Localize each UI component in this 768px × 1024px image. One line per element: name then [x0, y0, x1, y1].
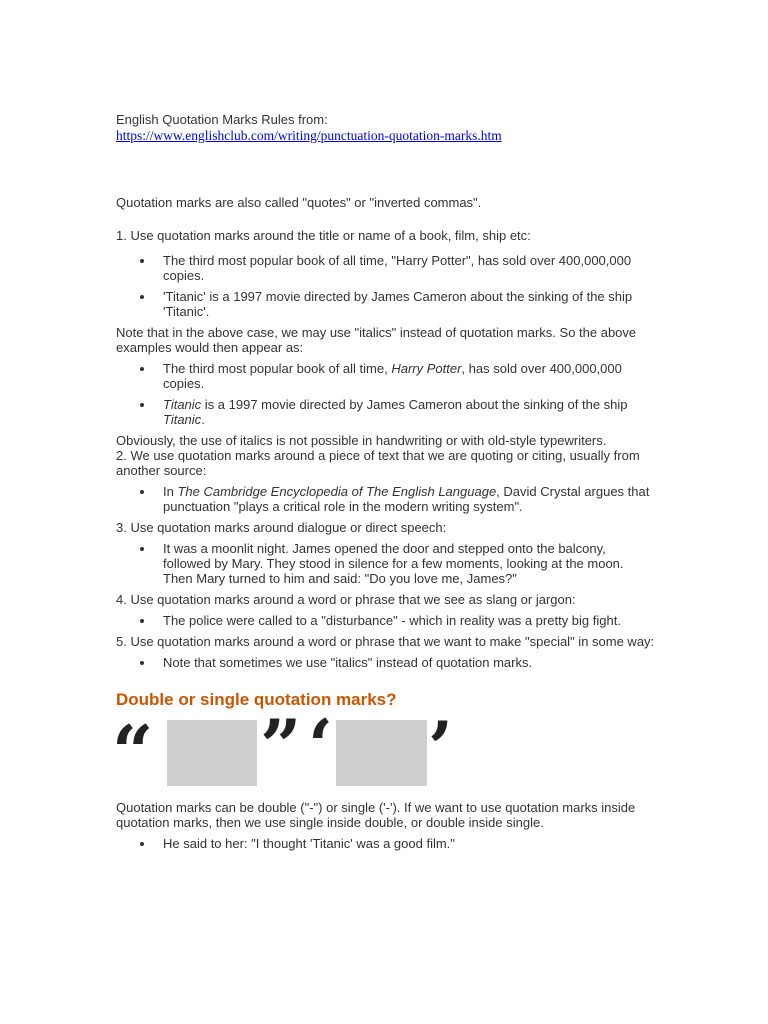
rule-2-list	[116, 484, 656, 514]
rule-5-list	[116, 655, 656, 670]
source-link[interactable]: https://www.englishclub.com/writing/punctuation-quotation-marks.htm	[116, 128, 502, 143]
text-span: , David Crystal argues that punctuation "plays a critical role in the modern writing system".	[163, 484, 650, 514]
text-span: The third most popular book of all time,	[163, 361, 392, 376]
list-item: 'Titanic' is a 1997 movie directed by James Cameron about the sinking of the ship 'Titanic'.	[116, 289, 656, 319]
list-item	[116, 484, 656, 514]
list-item	[116, 361, 656, 391]
rule-1-list	[116, 253, 656, 319]
list-item	[116, 397, 656, 427]
handwriting-note: Obviously, the use of italics is not possible in handwriting or with old-style typewriters.	[116, 433, 607, 448]
text-span: In	[163, 484, 178, 499]
italics-note: Note that in the above case, we may use "italics" instead of quotation marks. So the above examples would then appear as:	[116, 325, 637, 355]
rule-4-list	[116, 613, 656, 628]
text-span: is a 1997 movie directed by James Cameron about the sinking of the ship	[201, 397, 628, 412]
section-2-list	[116, 836, 656, 851]
rule-4-text: 4. Use quotation marks around a word or phrase that we see as slang or jargon:	[116, 592, 576, 607]
italic-examples-list	[116, 361, 656, 427]
list-item: It was a moonlit night. James opened the door and stepped onto the balcony, followed by Mary. They stood in silence for a few moments, looking at the moon. Then Mary turned to him and said: "Do you love me, James?"	[116, 541, 656, 586]
rule-2-text: 2. We use quotation marks around a piece of text that we are quoting or citing, usually from another source:	[116, 448, 640, 478]
open-single-quote-glyph: ‘	[308, 703, 334, 788]
document-body	[112, 112, 656, 851]
rule-3-text: 3. Use quotation marks around dialogue or direct speech:	[116, 520, 447, 535]
image-placeholder	[167, 720, 257, 786]
source-label: English Quotation Marks Rules from:	[116, 112, 328, 127]
intro-paragraph: Quotation marks are also called "quotes" or "inverted commas".	[116, 195, 482, 210]
italic-title: Titanic	[163, 412, 202, 427]
list-item: The police were called to a "disturbance" - which in reality was a pretty big fight.	[116, 613, 656, 628]
rule-1-text: 1. Use quotation marks around the title or name of a book, film, ship etc:	[116, 228, 531, 243]
close-double-quote-glyph: ”	[260, 703, 302, 788]
list-item: The third most popular book of all time, "Harry Potter", has sold over 400,000,000 copies.	[116, 253, 656, 283]
section-heading: Double or single quotation marks?	[116, 690, 397, 709]
single-double-explanation: Quotation marks can be double ("-") or single ('-'). If we want to use quotation marks inside quotation marks, then we use single inside double, or double inside single.	[116, 800, 636, 830]
list-item: Note that sometimes we use "italics" instead of quotation marks.	[116, 655, 656, 670]
rule-5-text: 5. Use quotation marks around a word or phrase that we want to make "special" in some way:	[116, 634, 655, 649]
italic-title: Harry Potter	[391, 361, 462, 376]
open-double-quote-glyph: “	[112, 709, 154, 794]
italic-title: The Cambridge Encyclopedia of The English Language	[177, 484, 497, 499]
quotation-marks-illustration	[112, 703, 656, 794]
text-span: , has sold over 400,000,000 copies.	[163, 361, 622, 391]
close-single-quote-glyph: ’	[428, 705, 454, 790]
list-item: He said to her: "I thought 'Titanic' was a good film."	[116, 836, 656, 851]
italic-title: Titanic	[163, 397, 202, 412]
image-placeholder	[336, 720, 427, 786]
text-span: .	[201, 412, 205, 427]
rule-3-list	[116, 541, 656, 586]
